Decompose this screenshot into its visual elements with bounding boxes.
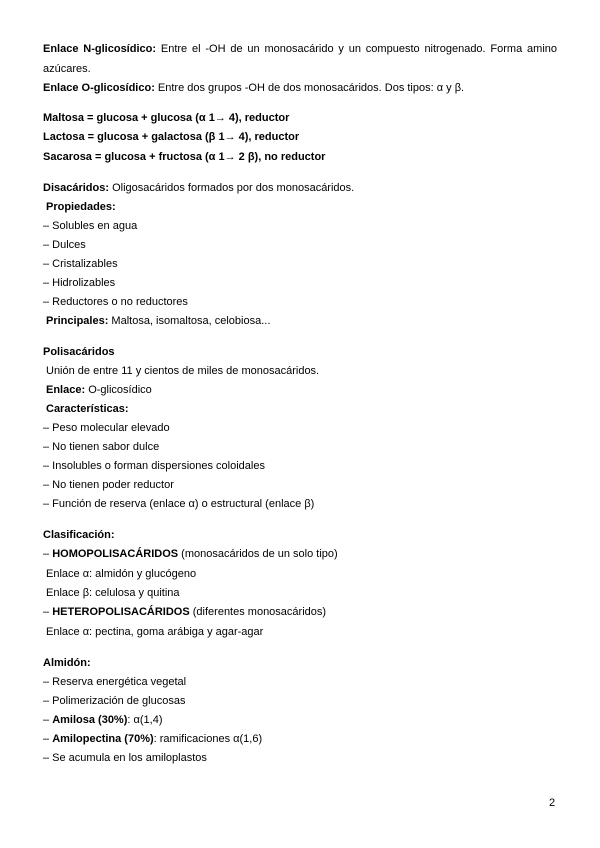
page-number: 2 <box>549 797 556 809</box>
amilopectina-line: – Amilopectina (70%): ramificaciones α(1,6) <box>43 733 263 745</box>
list-item: – Dulces <box>43 239 86 251</box>
homopolisacaridos-line: – HOMOPOLISACÁRIDOS (monosacáridos de un solo tipo) <box>43 548 338 560</box>
maltosa-line: Maltosa = glucosa + glucosa (α 1→ 4), reductor <box>43 112 290 124</box>
sacarosa-line: Sacarosa = glucosa + fructosa (α 1→ 2 β), no reductor <box>43 151 326 163</box>
list-item: – Solubles en agua <box>43 220 138 232</box>
list-item: – Función de reserva (enlace α) o estructural (enlace β) <box>43 498 315 510</box>
n-glicosidico-line-2: azúcares. <box>43 63 91 75</box>
n-glicosidico-line: Enlace N-glicosídico: Entre el -OH de un monosacárido y un compuesto nitrogenado. Forma amino <box>43 43 558 55</box>
list-item: – Reserva energética vegetal <box>43 676 187 688</box>
list-item: – No tienen poder reductor <box>43 479 174 491</box>
list-item: – Polimerización de glucosas <box>43 695 186 707</box>
list-item: – Reductores o no reductores <box>43 296 188 308</box>
list-item: – Cristalizables <box>43 258 118 270</box>
list-item: – Insolubles o forman dispersiones coloidales <box>43 460 265 472</box>
heteropolisacaridos-line: – HETEROPOLISACÁRIDOS (diferentes monosacáridos) <box>43 606 327 618</box>
o-glicosidico-line: Enlace O-glicosídico: Entre dos grupos -OH de dos monosacáridos. Dos tipos: α y β. <box>43 82 465 94</box>
lactosa-line: Lactosa = glucosa + galactosa (β 1→ 4), reductor <box>43 131 300 143</box>
polisacaridos-heading: Polisacáridos <box>43 346 115 358</box>
list-item: – Peso molecular elevado <box>43 422 170 434</box>
list-item: Enlace α: almidón y glucógeno <box>46 568 197 580</box>
list-item: Enlace α: pectina, goma arábiga y agar-agar <box>46 626 264 638</box>
clasificacion-heading: Clasificación: <box>43 529 115 541</box>
list-item: – Hidrolizables <box>43 277 116 289</box>
principales-line: Principales: Maltosa, isomaltosa, celobiosa... <box>46 315 271 327</box>
union-line: Unión de entre 11 y cientos de miles de monosacáridos. <box>46 365 320 377</box>
caracteristicas-heading: Características: <box>46 403 129 415</box>
almidon-heading: Almidón: <box>43 657 91 669</box>
list-item: Enlace β: celulosa y quitina <box>46 587 180 599</box>
list-item: – No tienen sabor dulce <box>43 441 160 453</box>
propiedades-heading: Propiedades: <box>46 201 116 213</box>
list-item: – Se acumula en los amiloplastos <box>43 752 207 764</box>
amilosa-line: – Amilosa (30%): α(1,4) <box>43 714 163 726</box>
enlace-line: Enlace: O-glicosídico <box>46 384 152 396</box>
disacaridos-heading: Disacáridos: Oligosacáridos formados por dos monosacáridos. <box>43 182 355 194</box>
